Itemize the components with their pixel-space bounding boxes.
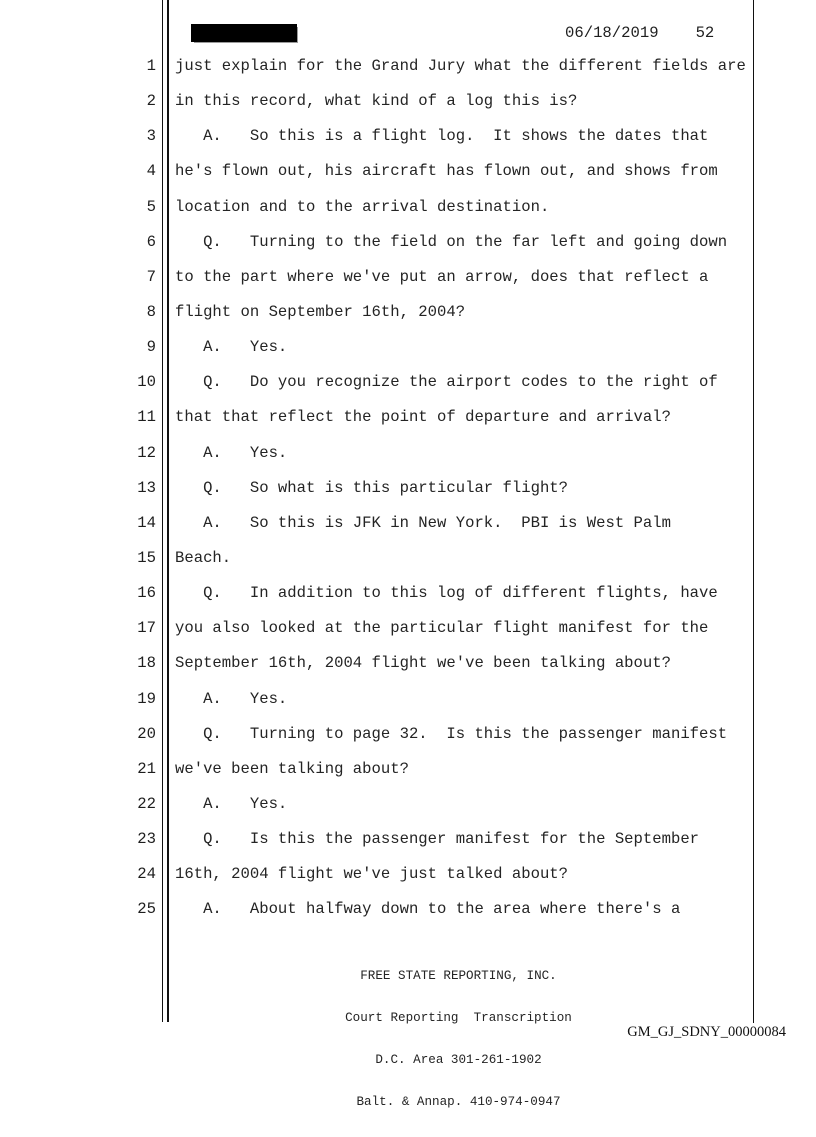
transcript-line [0, 190, 816, 225]
line-number: 4 [146, 162, 156, 181]
transcript-line [0, 576, 816, 611]
footer-firm-name: FREE STATE REPORTING, INC. [360, 969, 557, 983]
transcript-line [0, 295, 816, 330]
transcript-line [0, 225, 816, 260]
transcript-line [0, 682, 816, 717]
line-number: 21 [137, 759, 156, 778]
line-number: 12 [137, 443, 156, 462]
line-number: 11 [137, 408, 156, 427]
line-number: 16 [137, 584, 156, 603]
transcript-line [0, 541, 816, 576]
transcript-line [0, 400, 816, 435]
line-number: 5 [146, 197, 156, 216]
line-number: 20 [137, 724, 156, 743]
line-text: to the part where we've put an arrow, does that reflect a [175, 267, 709, 286]
line-text: Q. In addition to this log of different flights, have [175, 584, 718, 603]
transcript-line [0, 365, 816, 400]
transcript-line [0, 506, 816, 541]
header-date: 06/18/2019 [565, 24, 659, 42]
line-number: 14 [137, 513, 156, 532]
line-text: we've been talking about? [175, 759, 409, 778]
transcript-line [0, 892, 816, 927]
transcript-line [0, 436, 816, 471]
footer-service-line: Court Reporting Transcription [345, 1011, 572, 1025]
line-number: 17 [137, 619, 156, 638]
line-text: A. So this is a flight log. It shows the dates that [175, 127, 709, 146]
line-number: 2 [146, 92, 156, 111]
line-text: location and to the arrival destination. [175, 197, 550, 216]
footer-balt-phone: Balt. & Annap. 410-974-0947 [356, 1095, 561, 1109]
line-text: Q. Turning to the field on the far left and going down [175, 232, 728, 251]
line-number: 22 [137, 794, 156, 813]
footer-dc-phone: D.C. Area 301-261-1902 [375, 1053, 542, 1067]
line-number: 25 [137, 900, 156, 919]
line-text: Q. Do you recognize the airport codes to the right of [175, 373, 718, 392]
line-text: just explain for the Grand Jury what the different fields are [175, 57, 746, 75]
line-text: A. So this is JFK in New York. PBI is West Palm [175, 513, 671, 532]
transcript-line [0, 119, 816, 154]
transcript-body [0, 49, 816, 928]
transcript-line [0, 787, 816, 822]
line-text: Q. So what is this particular flight? [175, 478, 569, 497]
line-text: that that reflect the point of departure and arrival? [175, 408, 671, 427]
transcript-line [0, 471, 816, 506]
line-text: he's flown out, his aircraft has flown out, and shows from [175, 162, 718, 181]
redaction-bar [191, 24, 297, 42]
transcript-line [0, 260, 816, 295]
line-number: 10 [137, 373, 156, 392]
transcript-line [0, 611, 816, 646]
line-number: 24 [137, 865, 156, 884]
line-text: A. Yes. [175, 689, 288, 708]
transcript-line [0, 646, 816, 681]
transcript-line [0, 717, 816, 752]
line-number: 13 [137, 478, 156, 497]
line-text: Q. Is this the passenger manifest for the September [175, 830, 700, 849]
bates-number: GM_GJ_SDNY_00000084 [627, 1024, 786, 1040]
line-text: Beach. [175, 548, 232, 567]
transcript-line [0, 752, 816, 787]
page-header [565, 24, 714, 42]
line-number: 8 [146, 302, 156, 321]
line-text: in this record, what kind of a log this is? [175, 92, 578, 111]
transcript-line [0, 49, 816, 84]
line-text: A. Yes. [175, 443, 288, 462]
line-text: A. Yes. [175, 338, 288, 357]
line-number: 3 [146, 127, 156, 146]
transcript-line [0, 857, 816, 892]
line-number: 15 [137, 548, 156, 567]
transcript-line [0, 330, 816, 365]
transcript-line [0, 84, 816, 119]
line-number: 19 [137, 689, 156, 708]
header-page-number: 52 [695, 24, 715, 42]
line-text: September 16th, 2004 flight we've been talking about? [175, 654, 671, 673]
line-text: 16th, 2004 flight we've just talked about? [175, 865, 569, 884]
line-number: 6 [146, 232, 156, 251]
line-number: 23 [137, 830, 156, 849]
transcript-line [0, 154, 816, 189]
line-number: 1 [146, 57, 156, 75]
line-number: 18 [137, 654, 156, 673]
line-text: flight on September 16th, 2004? [175, 302, 466, 321]
line-text: A. About halfway down to the area where there's a [175, 900, 681, 919]
line-number: 9 [146, 338, 156, 357]
line-text: A. Yes. [175, 794, 288, 813]
line-number: 7 [146, 267, 156, 286]
line-text: you also looked at the particular flight manifest for the [175, 619, 709, 638]
line-text: Q. Turning to page 32. Is this the passenger manifest [175, 724, 728, 743]
transcript-line [0, 822, 816, 857]
